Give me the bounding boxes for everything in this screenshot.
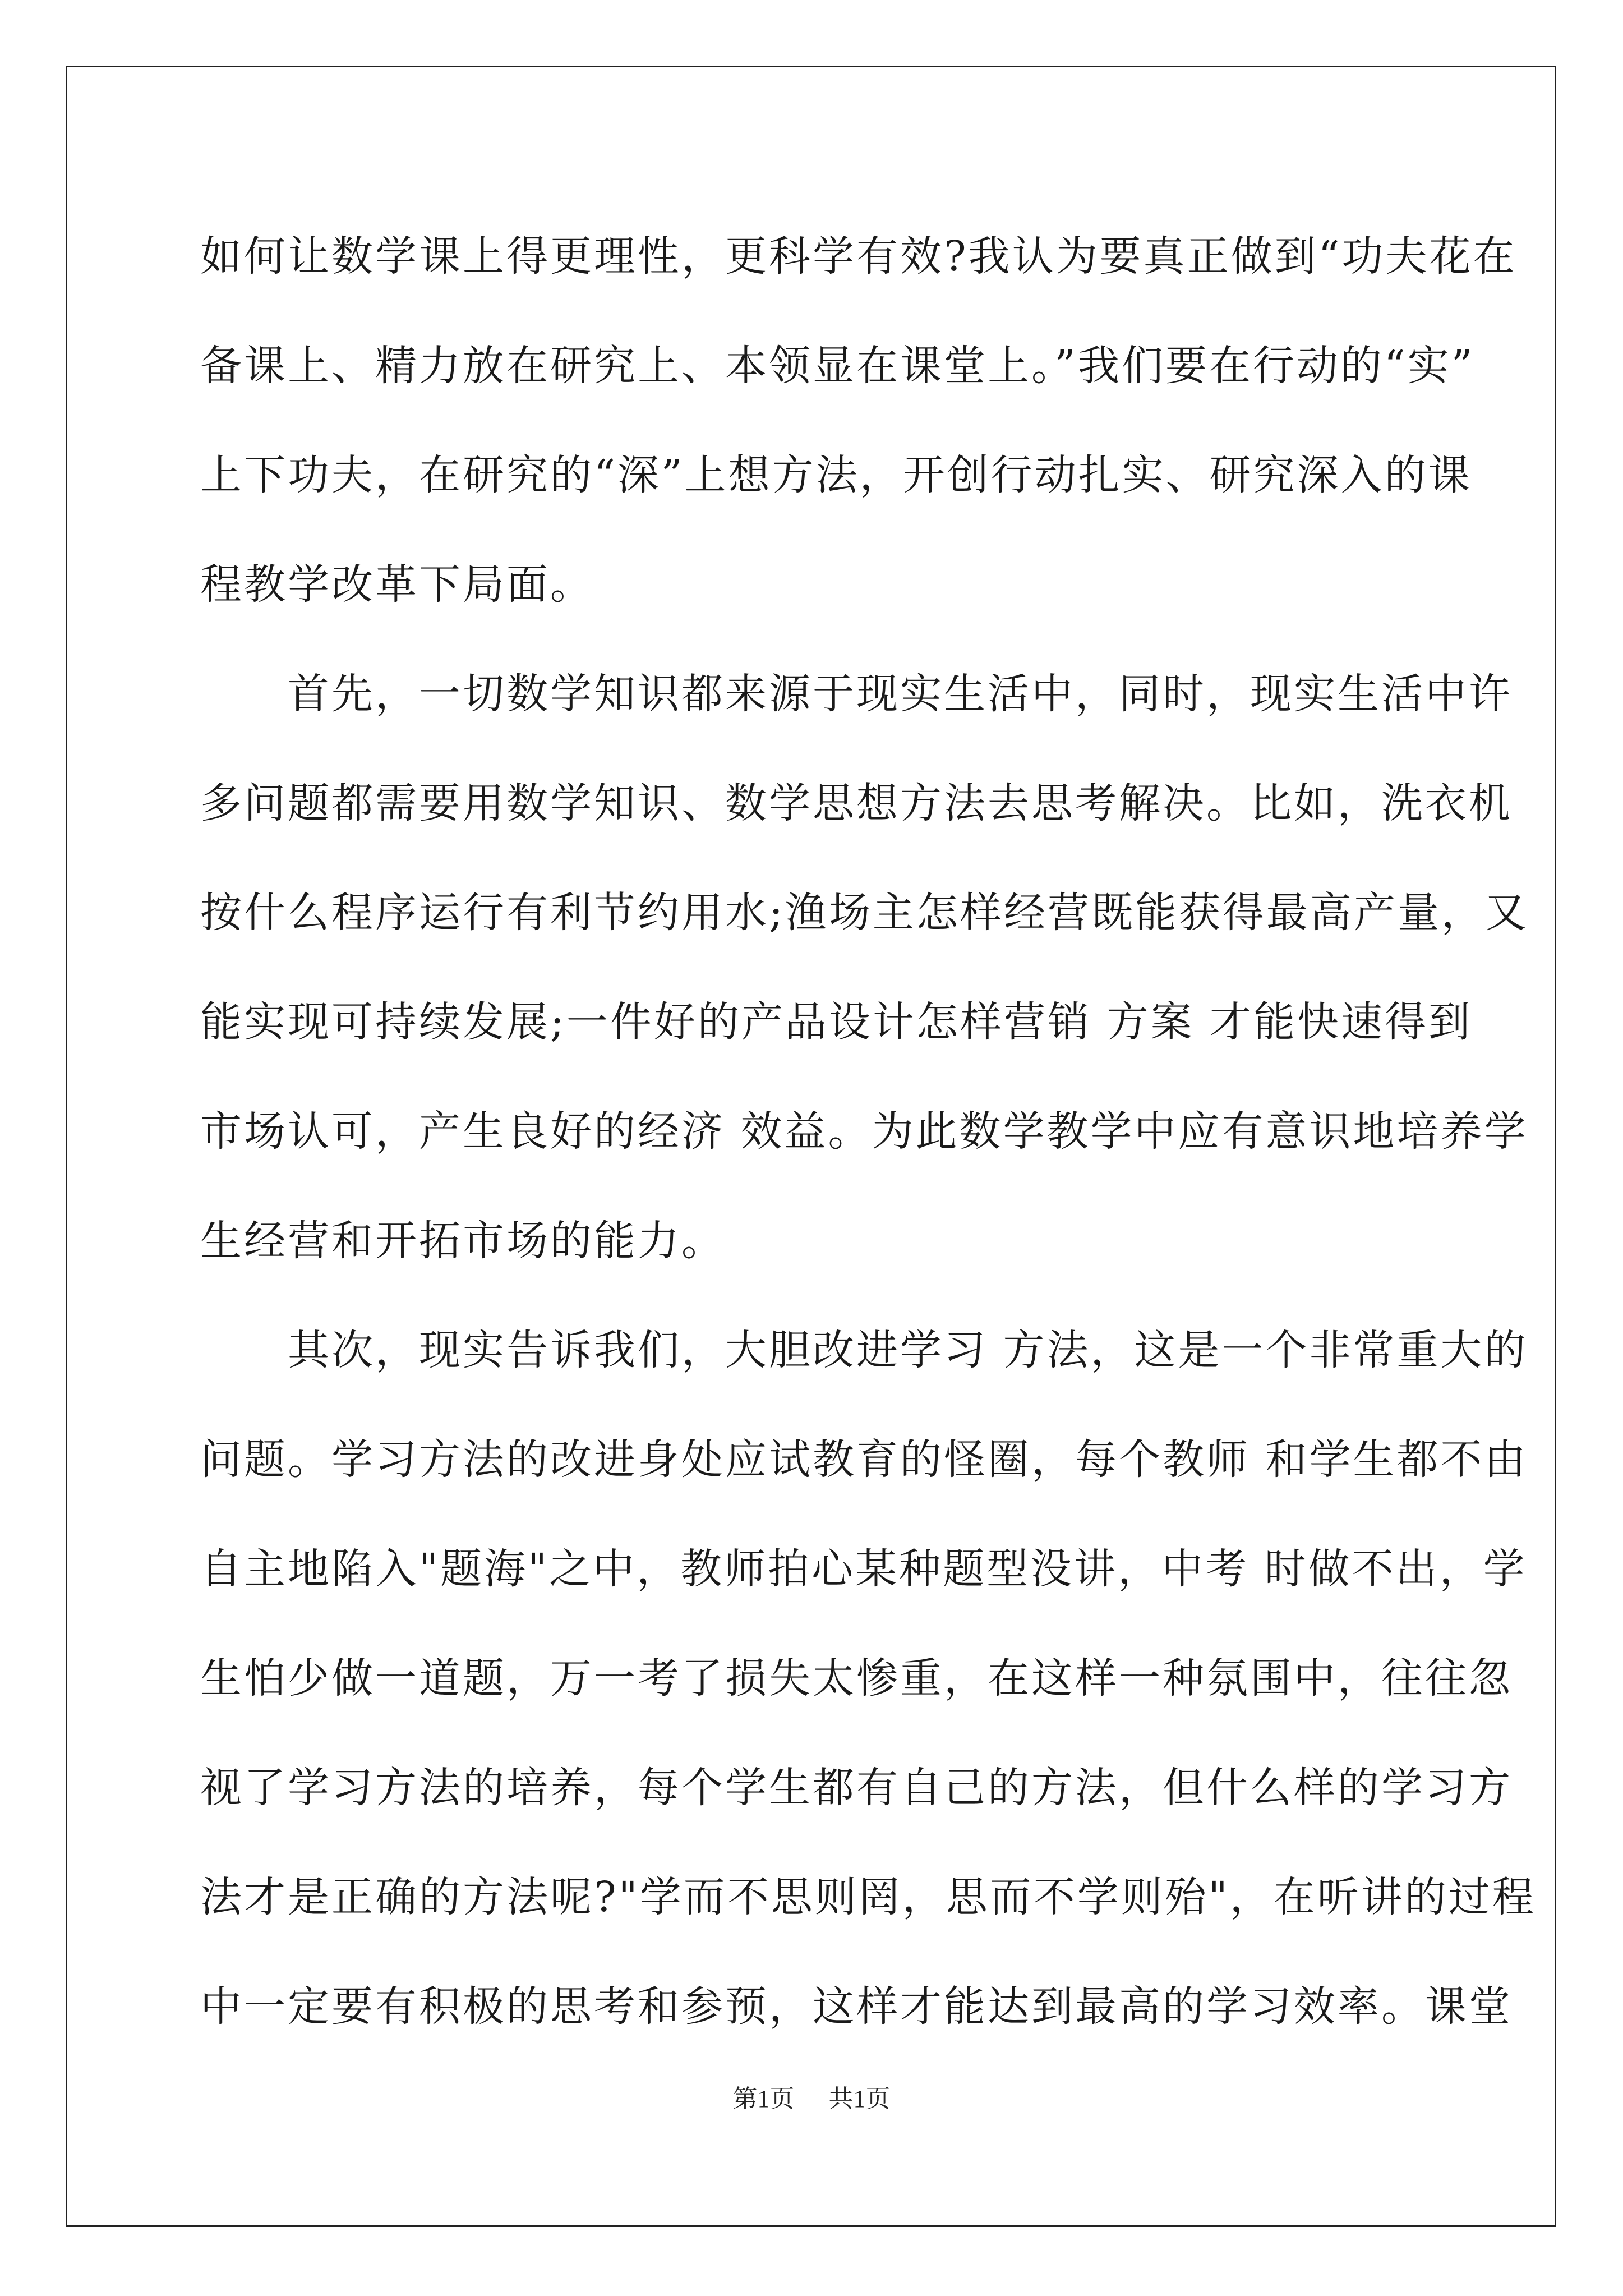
page-number: 第1页: [732, 2085, 795, 2113]
page-footer: [0, 2078, 1623, 2114]
text-line: 多问题都需要用数学知识、数学思想方法去思考解决。比如，洗衣机: [200, 779, 1513, 827]
text-line: 生经营和开拓市场的能力。: [200, 1217, 725, 1265]
text-line: 如何让数学课上得更理性，更科学有效?我认为要真正做到“功夫花在: [200, 232, 1517, 280]
text-line: 生怕少做一道题，万一考了损失太惨重，在这样一种氛围中，往往忽: [200, 1654, 1513, 1703]
text-line: 备课上、精力放在研究上、本领显在课堂上。”我们要在行动的“实”: [200, 342, 1475, 390]
text-line: 法才是正确的方法呢?"学而不思则罔，思而不学则殆"，在听讲的过程: [200, 1873, 1536, 1921]
page-total: 共1页: [828, 2085, 891, 2113]
text-line: 程教学改革下局面。: [200, 560, 594, 609]
text-line: 自主地陷入"题海"之中，教师拍心某种题型没讲，中考 时做不出，学: [200, 1545, 1527, 1593]
text-line: 能实现可持续发展;一件好的产品设计怎样营销 方案 才能快速得到: [200, 998, 1472, 1046]
text-line: 其次，现实告诉我们，大胆改进学习 方法，这是一个非常重大的: [200, 1326, 1528, 1374]
text-line: 视了学习方法的培养，每个学生都有自己的方法，但什么样的学习方: [200, 1764, 1513, 1812]
text-line: 中一定要有积极的思考和参预，这样才能达到最高的学习效率。课堂: [200, 1982, 1513, 2031]
text-line: 市场认可，产生良好的经济 效益。为此数学教学中应有意识地培养学: [200, 1107, 1528, 1156]
text-line: 上下功夫，在研究的“深”上想方法，开创行动扎实、研究深入的课: [200, 451, 1472, 499]
document-body: [200, 202, 1536, 2062]
text-line: 首先，一切数学知识都来源于现实生活中，同时，现实生活中许: [200, 670, 1513, 718]
text-line: 按什么程序运行有利节约用水;渔场主怎样经营既能获得最高产量，又: [200, 889, 1529, 937]
text-line: 问题。学习方法的改进身处应试教育的怪圈，每个教师 和学生都不由: [200, 1435, 1528, 1484]
